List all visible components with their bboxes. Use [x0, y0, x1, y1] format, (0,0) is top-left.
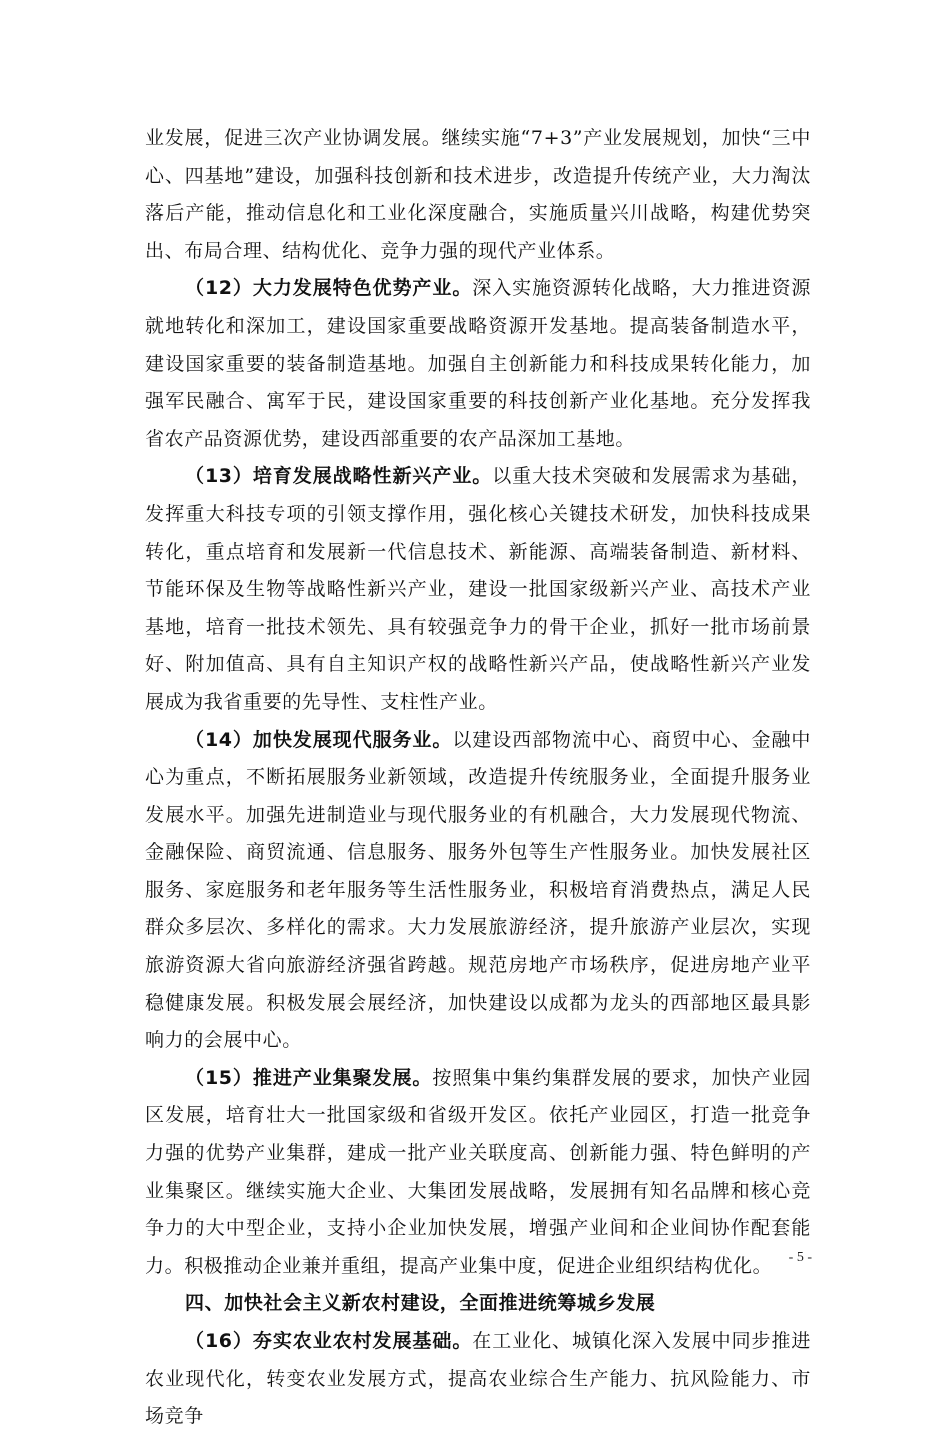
document-body: [145, 120, 811, 1436]
page-number: - 5 -: [788, 1250, 812, 1265]
paragraph-heading: （16）夯实农业农村发展基础。: [185, 1330, 473, 1352]
paragraph-15: [145, 1060, 811, 1286]
paragraph-body: 按照集中集约集群发展的要求，加快产业园区发展，培育壮大一批国家级和省级开发区。依托产业园区，打造一批竞争力强的优势产业集群，建成一批产业关联度高、创新能力强、特色鲜明的产业集聚区。继续实施大企业、大集团发展战略，发展拥有知名品牌和核心竞争力的大中型企业，支持小企业加快发展，增强产业间和企业间协作配套能力。积极推动企业兼并重组，提高产业集中度，促进企业组织结构优化。: [145, 1066, 811, 1277]
paragraph-13: [145, 458, 811, 721]
paragraph-body: 在工业化、城镇化深入发展中同步推进农业现代化，转变农业发展方式，提高农业综合生产能力、抗风险能力、市场竞争: [145, 1330, 811, 1428]
section-heading: 四、加快社会主义新农村建设，全面推进统筹城乡发展: [185, 1292, 656, 1315]
paragraph-heading: （15）推进产业集聚发展。: [185, 1066, 433, 1089]
paragraph-heading: （12）大力发展特色优势产业。: [185, 277, 473, 300]
paragraph-continuation: [145, 120, 811, 270]
paragraph-16: [145, 1323, 811, 1436]
paragraph-body: 以建设西部物流中心、商贸中心、金融中心为重点，不断拓展服务业新领域，改造提升传统服务业，全面提升服务业发展水平。加强先进制造业与现代服务业的有机融合，大力发展现代物流、金融保险、商贸流通、信息服务、服务外包等生产性服务业。加快发展社区服务、家庭服务和老年服务等生活性服务业，积极培育消费热点，满足人民群众多层次、多样化的需求。大力发展旅游经济，提升旅游产业层次，实现旅游资源大省向旅游经济强省跨越。规范房地产市场秩序，促进房地产业平稳健康发展。积极发展会展经济，加快建设以成都为龙头的西部地区最具影响力的会展中心。: [145, 728, 811, 1052]
paragraph-body: 业发展，促进三次产业协调发展。继续实施“7+3”产业发展规划，加快“三中心、四基地”建设，加强科技创新和技术进步，改造提升传统产业，大力淘汰落后产能，推动信息化和工业化深度融合，实施质量兴川战略，构建优势突出、布局合理、结构优化、竞争力强的现代产业体系。: [145, 127, 811, 262]
paragraph-heading: （14）加快发展现代服务业。: [185, 728, 453, 751]
paragraph-12: [145, 270, 811, 458]
paragraph-body: 以重大技术突破和发展需求为基础，发挥重大科技专项的引领支撑作用，强化核心关键技术研发，加快科技成果转化，重点培育和发展新一代信息技术、新能源、高端装备制造、新材料、节能环保及生物等战略性新兴产业，建设一批国家级新兴产业、高技术产业基地，培育一批技术领先、具有较强竞争力的骨干企业，抓好一批市场前景好、附加值高、具有自主知识产权的战略性新兴产品，使战略性新兴产业发展成为我省重要的先导性、支柱性产业。: [145, 465, 811, 713]
paragraph-14: [145, 722, 811, 1060]
paragraph-heading: （13）培育发展战略性新兴产业。: [185, 465, 493, 488]
paragraph-body: 深入实施资源转化战略，大力推进资源就地转化和深加工，建设国家重要战略资源开发基地。提高装备制造水平，建设国家重要的装备制造基地。加强自主创新能力和科技成果转化能力，加强军民融合、寓军于民，建设国家重要的科技创新产业化基地。充分发挥我省农产品资源优势，建设西部重要的农产品深加工基地。: [145, 277, 811, 450]
